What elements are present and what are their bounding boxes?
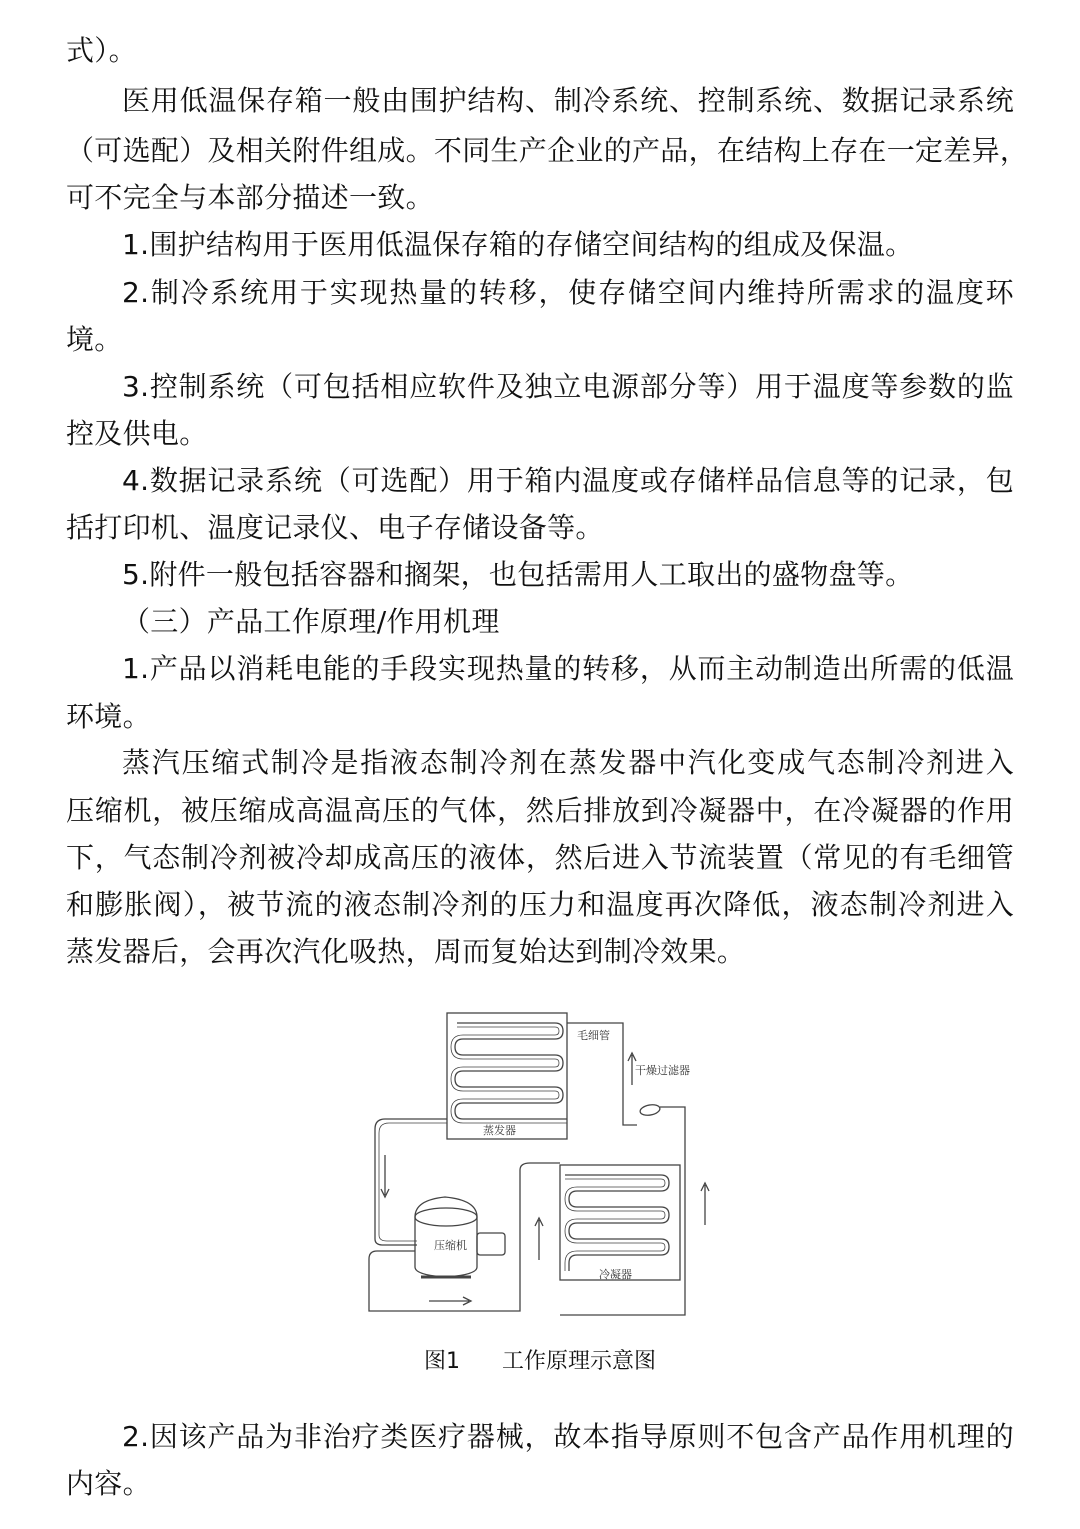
condenser-coil [565,1175,669,1271]
flow-arrow-right [429,1297,471,1305]
text-line-15: 环境。 [66,700,151,733]
figure-number: 图1 [423,1349,460,1374]
text-line-3: （可选配）及相关附件组成。不同生产企业的产品，在结构上存在一定差异， [66,134,1029,167]
text-line-18: 下，气态制冷剂被冷却成高压的液体，然后进入节流装置（常见的有毛细管 [66,841,1014,874]
text-line-1: 式）。 [66,34,137,67]
flow-arrow-up-right [701,1183,709,1225]
refrigeration-cycle-diagram [355,995,725,1330]
text-line-4: 可不完全与本部分描述一致。 [66,181,434,214]
closing-line-1: 2.因该产品为非治疗类医疗器械，故本指导原则不包含产品作用机理的 [122,1420,1014,1453]
text-line-20: 蒸发器后，会再次汽化吸热，周而复始达到制冷效果。 [66,935,746,968]
flow-arrow-down [381,1155,389,1197]
compressor-terminal-box [477,1233,505,1255]
text-line-17: 压缩机，被压缩成高温高压的气体，然后排放到冷凝器中，在冷凝器的作用 [66,794,1014,827]
text-line-2: 医用低温保存箱一般由围护结构、制冷系统、控制系统、数据记录系统 [122,84,1014,117]
text-line-19: 和膨胀阀），被节流的液态制冷剂的压力和温度再次降低，液态制冷剂进入 [66,888,1014,921]
text-line-5: 1.围护结构用于医用低温保存箱的存储空间结构的组成及保温。 [122,228,914,261]
compressor-label: 压缩机 [434,1239,467,1252]
evaporator-box [447,1013,567,1139]
text-line-11: 括打印机、温度记录仪、电子存储设备等。 [66,511,604,544]
capillary-label: 毛细管 [577,1029,610,1042]
text-line-16: 蒸汽压缩式制冷是指液态制冷剂在蒸发器中汽化变成气态制冷剂进入 [122,746,1014,779]
text-line-7: 境。 [66,323,123,356]
section-heading: （三）产品工作原理/作用机理 [122,605,500,638]
figure-title: 工作原理示意图 [501,1349,656,1374]
discharge-line [369,1163,560,1311]
text-line-8: 3.控制系统（可包括相应软件及独立电源部分等）用于温度等参数的监 [122,370,1014,403]
figure-caption [0,1348,1080,1376]
text-line-9: 控及供电。 [66,417,208,450]
text-line-6: 2.制冷系统用于实现热量的转移，使存储空间内维持所需求的温度环 [122,276,1014,309]
flow-arrow-up-left [535,1218,543,1260]
text-line-12: 5.附件一般包括容器和搁架，也包括需用人工取出的盛物盘等。 [122,558,914,591]
closing-line-2: 内容。 [66,1467,151,1500]
compressor-body [415,1197,477,1277]
dryer-filter-shape [639,1103,660,1116]
evaporator-label: 蒸发器 [483,1124,516,1137]
text-line-14: 1.产品以消耗电能的手段实现热量的转移，从而主动制造出所需的低温 [122,652,1014,685]
condenser-label: 冷凝器 [599,1268,632,1281]
evaporator-coil [455,1023,567,1119]
text-line-10: 4.数据记录系统（可选配）用于箱内温度或存储样品信息等的记录，包 [122,464,1014,497]
dryer-filter-label: 干燥过滤器 [635,1064,690,1077]
